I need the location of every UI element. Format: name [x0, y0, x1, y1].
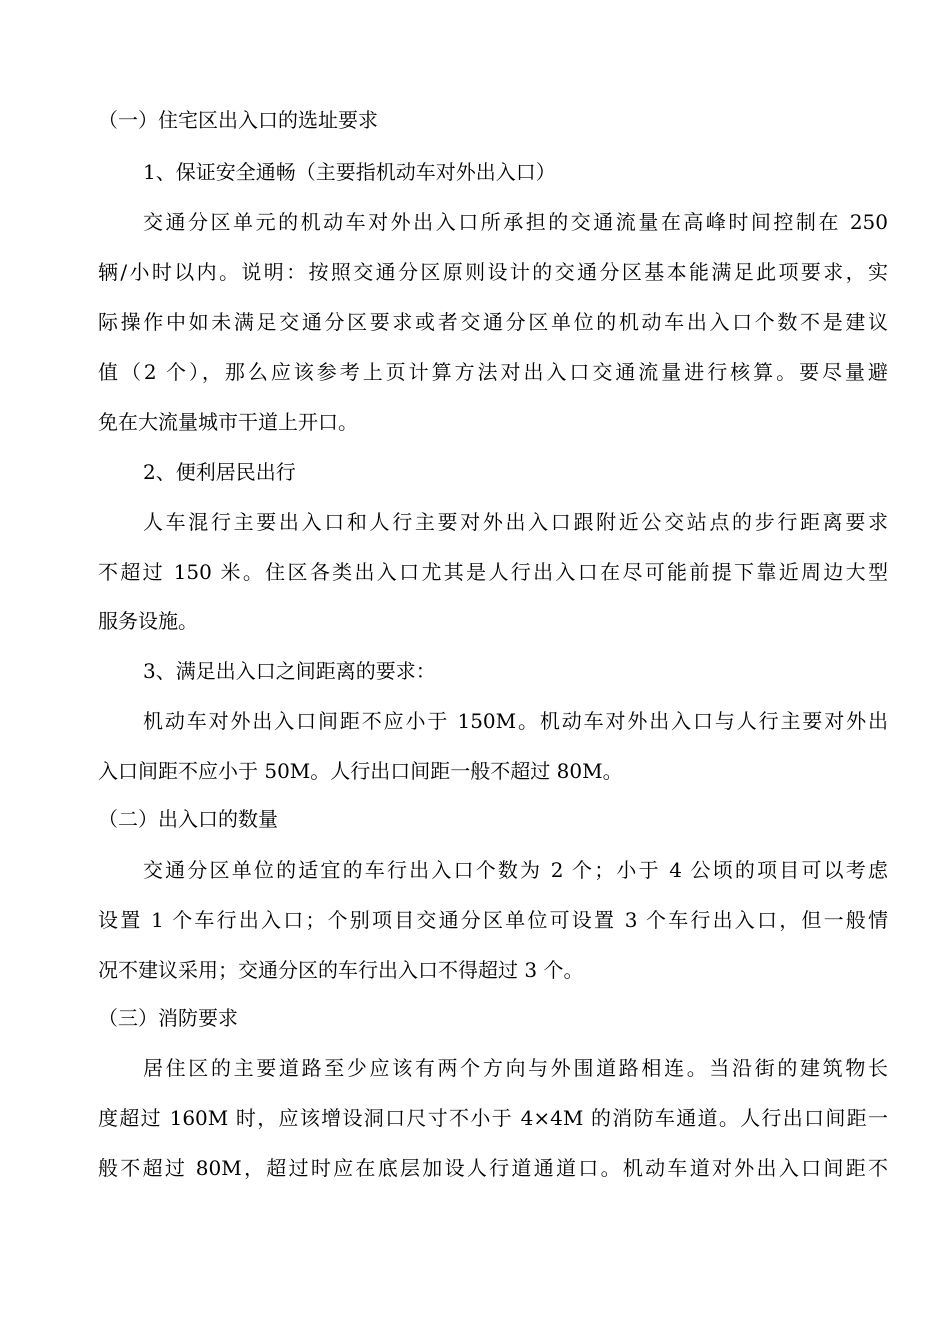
paragraph-3-line-2: 入口间距不应小于 50M。人行出口间距一般不超过 80M。 [98, 759, 623, 783]
paragraph-1-line-5: 免在大流量城市干道上开口。 [98, 410, 358, 434]
paragraph-4-line-1: 交通分区单位的适宜的车行出入口个数为 2 个；小于 4 公顷的项目可以考虑 [143, 858, 888, 882]
paragraph-1-line-1: 交通分区单元的机动车对外出入口所承担的交通流量在高峰时间控制在 250 [143, 210, 888, 234]
paragraph-2-line-2: 不超过 150 米。住区各类出入口尤其是人行出入口在尽可能前提下靠近周边大型 [98, 560, 888, 584]
subheading-1: 1、保证安全通畅（主要指机动车对外出入口） [143, 160, 556, 184]
subheading-2: 2、便利居民出行 [143, 460, 296, 484]
section-heading-2: （二）出入口的数量 [98, 807, 278, 831]
section-heading-1: （一）住宅区出入口的选址要求 [98, 108, 378, 132]
paragraph-5-line-1: 居住区的主要道路至少应该有两个方向与外围道路相连。当沿街的建筑物长 [143, 1056, 888, 1080]
paragraph-5-line-3: 般不超过 80M，超过时应在底层加设人行道通道口。机动车道对外出入口间距不 [98, 1156, 888, 1180]
paragraph-1-line-3: 际操作中如未满足交通分区要求或者交通分区单位的机动车出入口个数不是建议 [98, 310, 888, 334]
paragraph-1-line-2: 辆/小时以内。说明：按照交通分区原则设计的交通分区基本能满足此项要求，实 [98, 260, 888, 284]
subheading-3: 3、满足出入口之间距离的要求： [143, 659, 436, 683]
paragraph-4-line-3: 况不建议采用；交通分区的车行出入口不得超过 3 个。 [98, 958, 584, 982]
paragraph-4-line-2: 设置 1 个车行出入口；个别项目交通分区单位可设置 3 个车行出入口，但一般情 [98, 908, 888, 932]
paragraph-1-line-4: 值（2 个），那么应该参考上页计算方法对出入口交通流量进行核算。要尽量避 [98, 360, 888, 384]
section-heading-3: （三）消防要求 [98, 1006, 238, 1030]
paragraph-2-line-3: 服务设施。 [98, 609, 198, 633]
paragraph-3-line-1: 机动车对外出入口间距不应小于 150M。机动车对外出入口与人行主要对外出 [143, 709, 888, 733]
paragraph-2-line-1: 人车混行主要出入口和人行主要对外出入口跟附近公交站点的步行距离要求 [143, 510, 888, 534]
paragraph-5-line-2: 度超过 160M 时，应该增设洞口尺寸不小于 4×4M 的消防车通道。人行出口间距一 [98, 1106, 888, 1130]
